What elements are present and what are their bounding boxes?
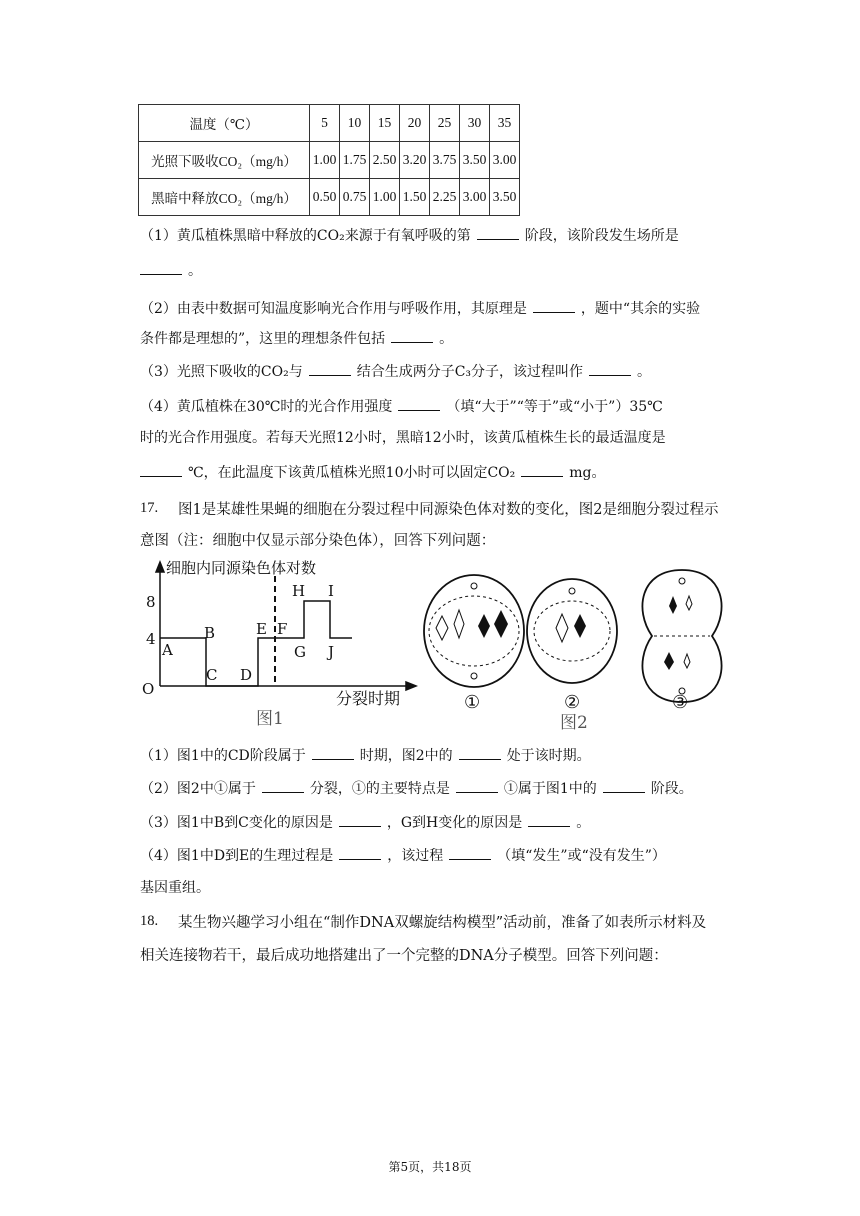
table-cell: 20 [400, 105, 430, 142]
q17-intro2: 意图（注：细胞中仅显示部分染色体），回答下列问题： [140, 533, 496, 549]
q17-part4-line2: 基因重组。 [140, 880, 210, 896]
answer-blank[interactable] [140, 260, 182, 275]
q17-part2-line [140, 778, 693, 799]
data-table [138, 104, 520, 216]
cell-2 [527, 579, 617, 683]
chromosome-pair-curve [160, 601, 352, 686]
text: （填“发生”或“没有发生”） [497, 848, 666, 864]
table-cell: 1.75 [340, 142, 370, 179]
cell-3 [642, 570, 721, 702]
answer-blank[interactable] [391, 328, 433, 343]
text: 。 [439, 331, 454, 347]
text: 处于该时期。 [506, 748, 591, 764]
table-cell: 25 [430, 105, 460, 142]
table-cell: 10 [340, 105, 370, 142]
table-cell: 0.75 [340, 179, 370, 216]
text: ①属于图1中的 [503, 781, 597, 797]
q16-part4-line2 [140, 428, 666, 448]
q17-part1-line [140, 745, 591, 766]
answer-blank[interactable] [449, 845, 491, 860]
text: （3）光照下吸收的CO₂与 [140, 364, 303, 380]
answer-blank[interactable] [312, 745, 354, 760]
q17-intro: 图1是某雄性果蝇的细胞在分裂过程中同源染色体对数的变化，图2是细胞分裂过程示 [178, 502, 719, 518]
text: （填“大于”“等于”或“小于”）35℃ [446, 399, 663, 415]
table-cell: 3.50 [490, 179, 520, 216]
q16-part2-line2 [140, 328, 453, 349]
text: （1）黄瓜植株黑暗中释放的CO₂来源于有氧呼吸的第 [140, 228, 471, 244]
y-axis-label: 细胞内同源染色体对数 [166, 559, 317, 577]
text: mg。 [569, 465, 606, 481]
table-cell: 3.00 [460, 179, 490, 216]
cell-1 [424, 575, 524, 687]
question-number: 17. [140, 500, 159, 516]
cell-1-label: ① [464, 692, 481, 713]
x-axis-label: 分裂时期 [336, 689, 401, 708]
table-row [139, 142, 520, 179]
q18-line1: 某生物兴趣学习小组在“制作DNA双螺旋结构模型”活动前，准备了如表所示材料及 [178, 915, 707, 931]
answer-blank[interactable] [140, 462, 182, 477]
answer-blank[interactable] [477, 225, 519, 240]
figure-2-cells [414, 566, 734, 732]
text: （1）图1中的CD阶段属于 [140, 748, 306, 764]
table-cell: 30 [460, 105, 490, 142]
answer-blank[interactable] [456, 778, 498, 793]
table-row [139, 179, 520, 216]
text: （3）图1中B到C变化的原因是 [140, 815, 333, 831]
answer-blank[interactable] [339, 812, 381, 827]
table-cell: 3.00 [490, 142, 520, 179]
answer-blank[interactable] [398, 396, 440, 411]
answer-blank[interactable] [339, 845, 381, 860]
text: 。 [637, 364, 652, 380]
cell-2-label: ② [564, 692, 581, 713]
point-label-c: C [206, 666, 218, 684]
point-label-b: B [204, 624, 216, 642]
row-label: 黑暗中释放CO₂（mg/h） [139, 179, 310, 216]
point-label-f: F [277, 620, 288, 638]
question-number: 18. [140, 913, 159, 929]
table-cell: 3.75 [430, 142, 460, 179]
point-label-d: D [240, 666, 253, 684]
text: 条件都是理想的”，这里的理想条件包括 [140, 331, 386, 347]
answer-blank[interactable] [603, 778, 645, 793]
table-cell: 1.00 [310, 142, 340, 179]
table-cell: 2.50 [370, 142, 400, 179]
table-cell: 0.50 [310, 179, 340, 216]
point-label-e: E [256, 620, 267, 638]
text: 时期，图2中的 [359, 748, 453, 764]
point-label-a: A [162, 641, 173, 659]
text: ，G到H变化的原因是 [386, 815, 523, 831]
table-cell: 15 [370, 105, 400, 142]
text: （4）图1中D到E的生理过程是 [140, 848, 334, 864]
table-cell: 1.50 [400, 179, 430, 216]
q16-part3-line [140, 361, 651, 382]
table-cell: 35 [490, 105, 520, 142]
table-cell: 1.00 [370, 179, 400, 216]
text: 时的光合作用强度。若每天光照12小时，黑暗12小时，该黄瓜植株生长的最适温度是 [140, 430, 666, 446]
row-label: 光照下吸收CO₂（mg/h） [139, 142, 310, 179]
y-tick-label: 4 [146, 630, 156, 648]
text: 结合生成两分子C₃分子，该过程叫作 [356, 364, 584, 380]
text: （2）图2中①属于 [140, 781, 256, 797]
answer-blank[interactable] [459, 745, 501, 760]
answer-blank[interactable] [589, 361, 631, 376]
answer-blank[interactable] [521, 462, 563, 477]
origin-label: O [142, 680, 155, 698]
q16-part1-line [140, 225, 679, 246]
answer-blank[interactable] [309, 361, 351, 376]
q16-part4-line3 [140, 462, 606, 483]
y-axis-arrow [156, 562, 164, 572]
answer-blank[interactable] [262, 778, 304, 793]
text: 阶段，该阶段发生场所是 [524, 228, 679, 244]
q16-part2-line [140, 298, 700, 319]
point-label-h: H [292, 582, 306, 600]
point-label-i: I [328, 582, 334, 600]
figure-1-caption: 图1 [256, 709, 284, 729]
q17-part3-line [140, 812, 590, 833]
page-footer: 第5页，共18页 [388, 1160, 472, 1174]
point-label-g: G [294, 643, 306, 661]
figure-2-caption: 图2 [560, 713, 588, 732]
text: 。 [576, 815, 591, 831]
q18-line2: 相关连接物若干，最后成功地搭建出了一个完整的DNA分子模型。回答下列问题： [140, 948, 668, 964]
text: ，该过程 [387, 848, 444, 864]
text: ，题中“其余的实验 [580, 301, 701, 317]
point-label-j: J [328, 643, 335, 661]
text: ℃，在此温度下该黄瓜植株光照10小时可以固定CO₂ [188, 465, 516, 481]
table-cell: 3.20 [400, 142, 430, 179]
text: （4）黄瓜植株在30℃时的光合作用强度 [140, 399, 393, 415]
text: 阶段。 [650, 781, 693, 797]
q16-part4-line [140, 396, 663, 417]
y-tick-label: 8 [146, 593, 156, 611]
table-header: 温度（℃） [139, 105, 310, 142]
text: 。 [188, 263, 202, 279]
table-cell: 3.50 [460, 142, 490, 179]
answer-blank[interactable] [533, 298, 575, 313]
q17-part4-line [140, 845, 666, 866]
cell-3-label: ③ [672, 692, 689, 713]
table-row [139, 105, 520, 142]
figure-1-graph [138, 556, 418, 730]
table-cell: 5 [310, 105, 340, 142]
q16-part1-line2 [140, 260, 202, 281]
text: 分裂，①的主要特点是 [309, 781, 450, 797]
table-cell: 2.25 [430, 179, 460, 216]
text: （2）由表中数据可知温度影响光合作用与呼吸作用，其原理是 [140, 301, 527, 317]
answer-blank[interactable] [528, 812, 570, 827]
